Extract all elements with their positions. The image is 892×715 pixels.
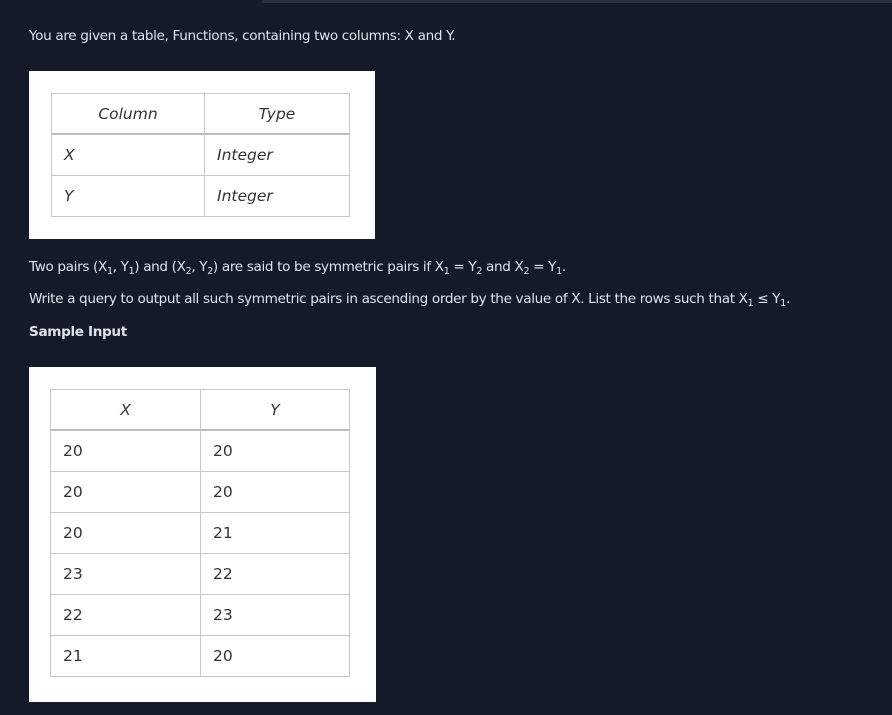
text-segment: ≤ Y	[753, 291, 781, 307]
subscript: 2	[476, 266, 483, 277]
schema-cell-column: Y	[52, 176, 205, 217]
text-segment: ) and (X	[134, 259, 186, 275]
table-row	[51, 513, 350, 554]
sample-cell-y: 20	[201, 636, 350, 677]
text-segment: .	[561, 259, 566, 275]
schema-table	[51, 93, 350, 217]
schema-cell-type: Integer	[205, 134, 350, 176]
table-row	[51, 636, 350, 677]
table-row	[51, 595, 350, 636]
symmetric-definition-text	[29, 259, 566, 275]
query-instruction-text	[29, 291, 790, 307]
table-row	[51, 554, 350, 595]
subscript: 1	[556, 266, 562, 277]
subscript: 1	[443, 266, 450, 277]
intro-text: You are given a table, Functions, containing two columns: X and Y.	[29, 28, 456, 44]
schema-cell-column: X	[52, 134, 205, 176]
schema-cell-type: Integer	[205, 176, 350, 217]
sample-cell-y: 20	[201, 430, 350, 472]
text-segment: and X	[482, 259, 524, 275]
text-segment: .	[785, 291, 790, 307]
table-row	[52, 176, 350, 217]
table-row	[51, 472, 350, 513]
table-row	[52, 134, 350, 176]
sample-cell-y: 20	[201, 472, 350, 513]
text-segment: = Y	[529, 259, 557, 275]
text-segment: , Y	[191, 259, 208, 275]
sample-cell-x: 20	[51, 472, 201, 513]
schema-table-image	[29, 71, 375, 239]
sample-cell-x: 20	[51, 430, 201, 472]
table-row	[51, 430, 350, 472]
sample-table-header-row	[51, 390, 350, 431]
sample-cell-y: 22	[201, 554, 350, 595]
sample-cell-x: 23	[51, 554, 201, 595]
subscript: 1	[780, 298, 786, 309]
subscript: 2	[207, 266, 213, 277]
text-segment: Two pairs (X	[29, 259, 107, 275]
schema-header-column: Column	[52, 94, 205, 135]
subscript: 1	[128, 266, 135, 277]
sample-cell-x: 21	[51, 636, 201, 677]
subscript: 2	[523, 266, 530, 277]
text-segment: , Y	[112, 259, 129, 275]
schema-header-type: Type	[205, 94, 350, 135]
sample-header-y: Y	[201, 390, 350, 431]
sample-cell-y: 23	[201, 595, 350, 636]
text-segment: = Y	[449, 259, 477, 275]
sample-header-x: X	[51, 390, 201, 431]
sample-table	[50, 389, 350, 677]
sample-cell-y: 21	[201, 513, 350, 554]
subscript: 1	[106, 266, 113, 277]
schema-table-header-row	[52, 94, 350, 135]
sample-cell-x: 22	[51, 595, 201, 636]
subscript: 1	[747, 298, 754, 309]
subscript: 2	[185, 266, 192, 277]
sample-input-heading: Sample Input	[29, 324, 127, 340]
text-segment: ) are said to be symmetric pairs if X	[212, 259, 444, 275]
top-divider	[262, 0, 892, 3]
sample-table-image	[29, 367, 376, 702]
sample-cell-x: 20	[51, 513, 201, 554]
text-segment: Write a query to output all such symmetric pairs in ascending order by the value of X. List the rows such that X	[29, 291, 748, 307]
